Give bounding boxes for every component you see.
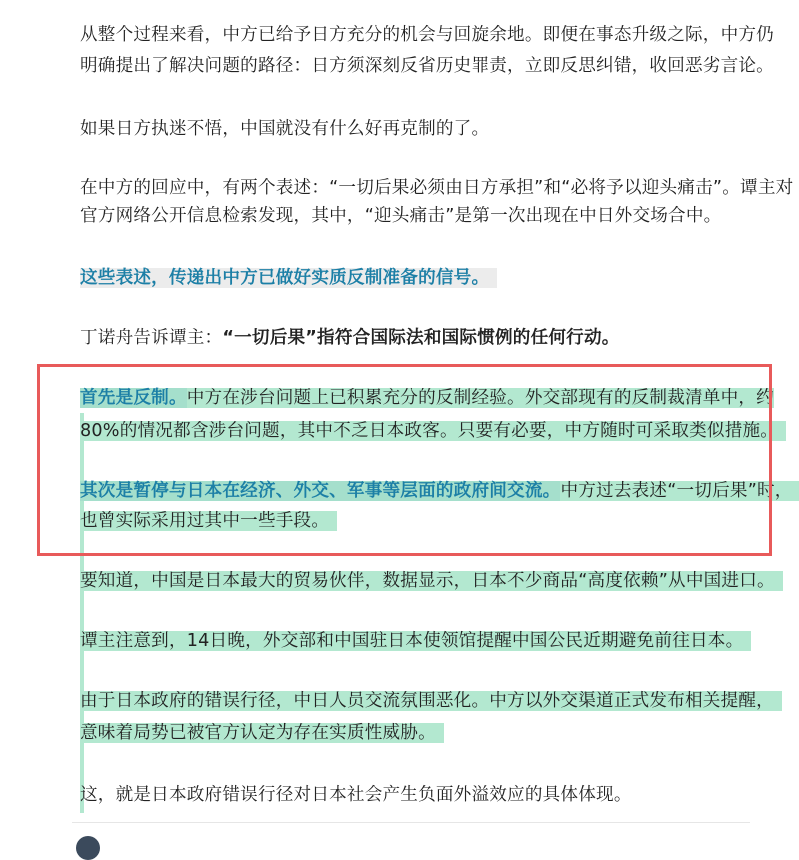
avatar[interactable] xyxy=(76,836,100,860)
paragraph xyxy=(80,626,751,656)
paragraph-line: 官方网络公开信息检索发现，其中，“迎头痛击”是第一次出现在中日外交场合中。 xyxy=(80,206,722,226)
divider xyxy=(72,822,750,823)
highlight: 80%的情况都含涉台问题，其中不乏日本政客。只要有必要，中方随时可采取类似措施。 xyxy=(80,421,786,441)
highlight: 要知道，中国是日本最大的贸易伙伴，数据显示，日本不少商品“高度依赖”从中国进口。 xyxy=(80,571,783,591)
paragraph: 如果日方执迷不悟，中国就没有什么好再克制的了。 xyxy=(80,119,490,139)
highlighted-text: 这些表述，传递出中方已做好实质反制准备的信号。 xyxy=(80,268,497,288)
highlight: 谭主注意到，14日晚，外交部和中国驻日本使领馆提醒中国公民近期避免前往日本。 xyxy=(80,631,751,651)
paragraph xyxy=(80,566,783,596)
key-statement xyxy=(80,263,497,293)
text: 中方过去表述“一切后果”时， xyxy=(560,481,793,501)
paragraph-line: 从整个过程来看，中方已给予日方充分的机会与回旋余地。即便在事态升级之际，中方仍 xyxy=(80,25,774,45)
paragraph-line xyxy=(80,686,782,716)
highlight: 也曾实际采用过其中一些手段。 xyxy=(80,511,337,531)
lead-text: 其次是暂停与日本在经济、外交、军事等层面的政府间交流。 xyxy=(80,481,561,501)
paragraph: 这，就是日本政府错误行径对日本社会产生负面外溢效应的具体体现。 xyxy=(80,785,632,805)
paragraph-line: 明确提出了解决问题的路径：日方须深刻反省历史罪责，立即反思纠错，收回恶劣言论。 xyxy=(80,56,774,76)
highlight: 意味着局势已被官方认定为存在实质性威胁。 xyxy=(80,723,444,743)
paragraph-line xyxy=(80,718,444,748)
annotation-box xyxy=(37,364,772,556)
bold-quote: “一切后果”指符合国际法和国际惯例的任何行动。 xyxy=(222,328,620,348)
text: 丁诺舟告诉谭主： xyxy=(80,328,223,348)
paragraph-line: 在中方的回应中，有两个表述：“一切后果必须由日方承担”和“必将予以迎头痛击”。谭主对 xyxy=(80,178,794,198)
highlight: 由于日本政府的错误行径，中日人员交流氛围恶化。中方以外交渠道正式发布相关提醒， xyxy=(80,691,782,711)
paragraph xyxy=(80,323,620,353)
text: 中方在涉台问题上已积累充分的反制经验。外交部现有的反制裁清单中，约 xyxy=(186,388,774,408)
lead-text: 首先是反制。 xyxy=(80,388,187,408)
